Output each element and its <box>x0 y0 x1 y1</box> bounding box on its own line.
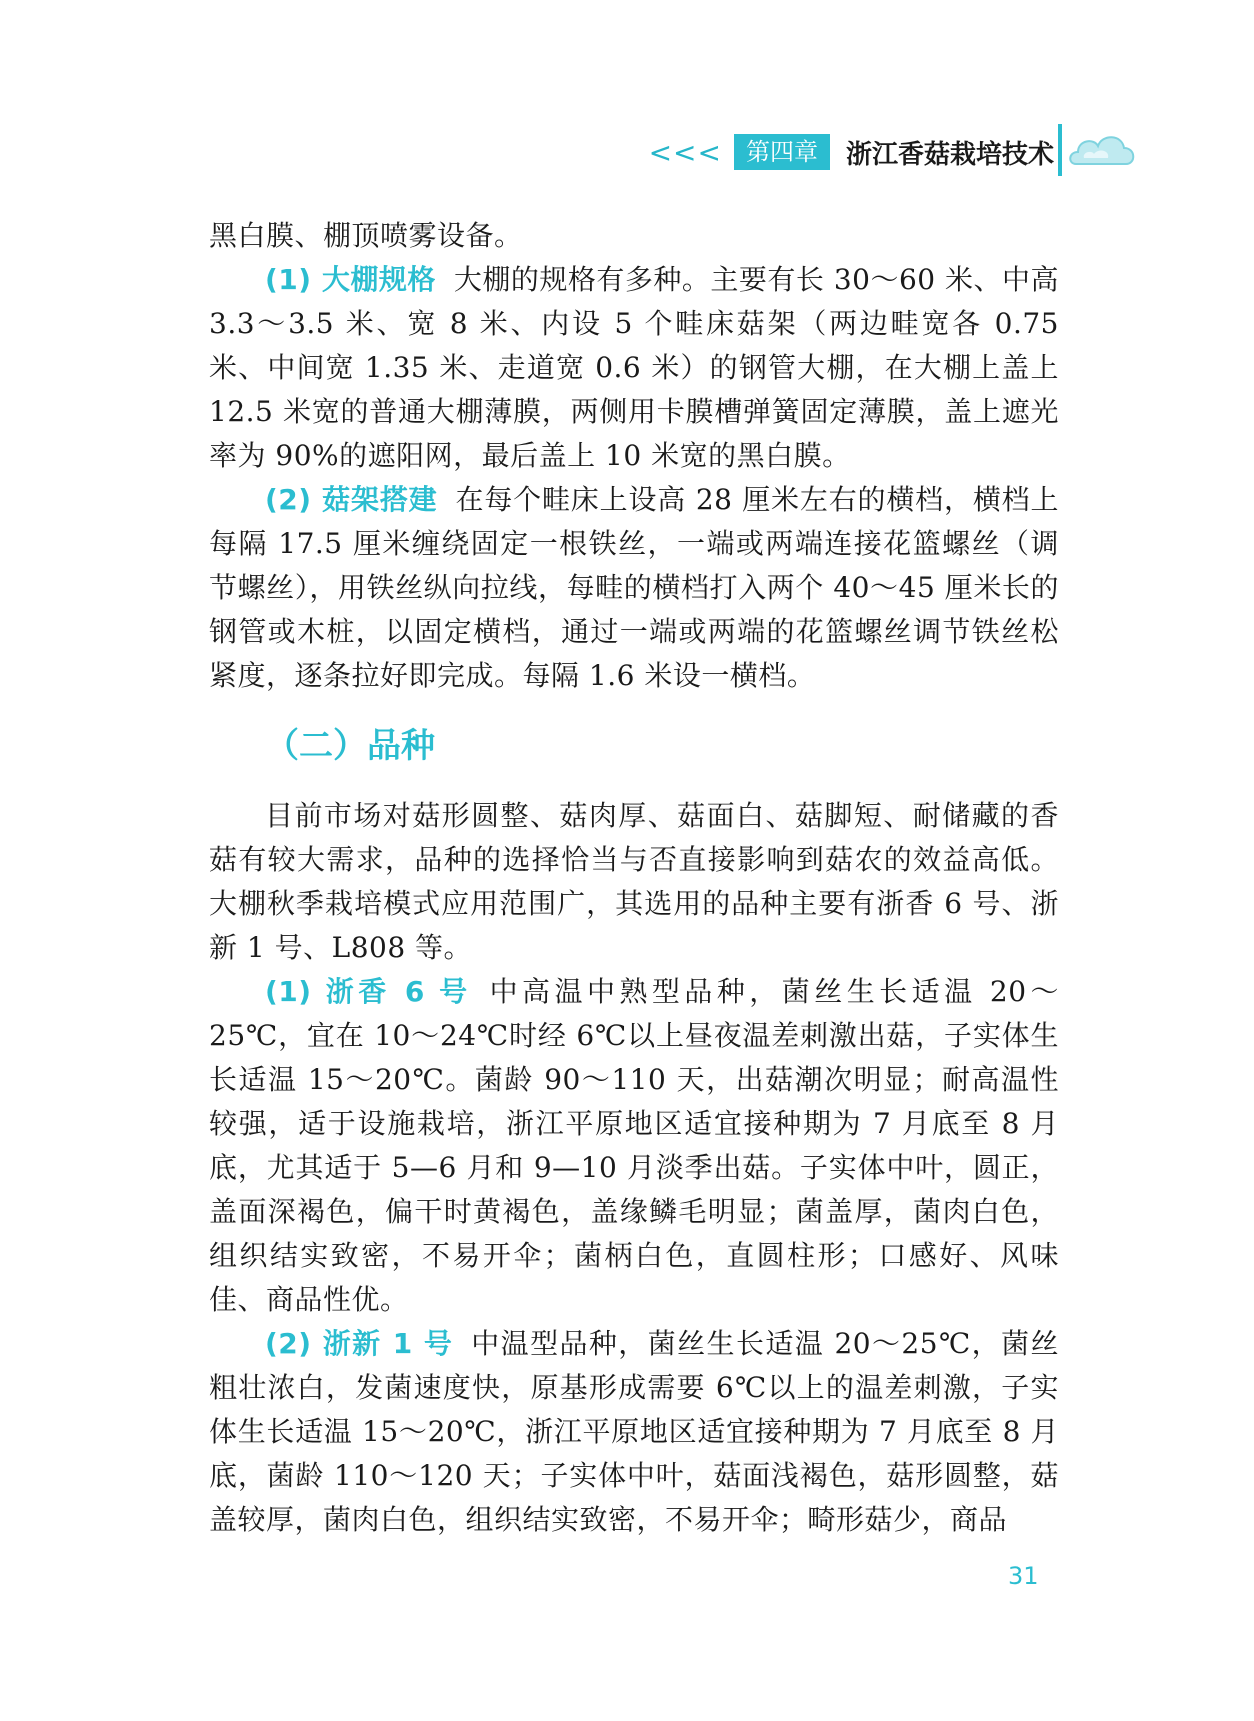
term-zhexiang-6: (1) 浙香 6 号 <box>265 975 472 1008</box>
page-body <box>209 214 1059 1542</box>
term-zhexin-1: (2) 浙新 1 号 <box>265 1327 454 1360</box>
paragraph-continuation: 黑白膜、棚顶喷雾设备。 <box>209 219 523 252</box>
cloud-icon <box>1066 124 1138 176</box>
paragraph-greenhouse-spec <box>209 258 1059 478</box>
chapter-label: 第四章 <box>734 134 830 170</box>
paragraph-text: 中温型品种，菌丝生长适温 20～25℃，菌丝粗壮浓白，发菌速度快，原基形成需要 6℃以上的温差刺激，子实体生长适温 15～20℃，浙江平原地区适宜接种期为 7 月底至 8 月底，菌龄 110～120 天；子实体中叶，菇面浅褐色，菇形圆整，菇盖较厚，菌肉白色，组织结实致密，不易开伞；畸形菇少，商品 <box>209 1327 1060 1536</box>
header-chevrons: <<< <box>648 135 722 169</box>
paragraph-zhexin-1 <box>209 1322 1059 1542</box>
header-divider <box>1058 124 1062 176</box>
paragraph-varieties-intro: 目前市场对菇形圆整、菇肉厚、菇面白、菇脚短、耐储藏的香菇有较大需求，品种的选择恰当与否直接影响到菇农的效益高低。大棚秋季栽培模式应用范围广，其选用的品种主要有浙香 6 号、浙新 1 号、L808 等。 <box>209 799 1059 964</box>
paragraph-text: 中高温中熟型品种，菌丝生长适温 20～25℃，宜在 10～24℃时经 6℃以上昼夜温差刺激出菇，子实体生长适温 15～20℃。菌龄 90～110 天，出菇潮次明显；耐高温性较强，适于设施栽培，浙江平原地区适宜接种期为 7 月底至 8 月底，尤其适于 5—6 月和 9—10 月淡季出菇。子实体中叶，圆正，盖面深褐色，偏干时黄褐色，盖缘鳞毛明显；菌盖厚，菌肉白色，组织结实致密，不易开伞；菌柄白色，直圆柱形；口感好、风味佳、商品性优。 <box>209 975 1060 1316</box>
chapter-title: 浙江香菇栽培技术 <box>845 139 1054 170</box>
paragraph-zhexiang-6 <box>209 970 1059 1322</box>
running-header <box>649 128 1054 176</box>
paragraph-rack-construction <box>209 478 1059 698</box>
paragraph-text: 在每个畦床上设高 28 厘米左右的横档，横档上每隔 17.5 厘米缠绕固定一根铁丝，一端或两端连接花篮螺丝（调节螺丝），用铁丝纵向拉线，每畦的横档打入两个 40～45 厘米长的钢管或木桩，以固定横档，通过一端或两端的花篮螺丝调节铁丝松紧度，逐条拉好即完成。每隔 1.6 米设一横档。 <box>209 483 1060 692</box>
section-heading: （二）品种 <box>265 726 435 766</box>
term-rack-construction: (2) 菇架搭建 <box>265 483 438 516</box>
page-number: 31 <box>1008 1562 1039 1590</box>
paragraph-text: 大棚的规格有多种。主要有长 30～60 米、中高 3.3～3.5 米、宽 8 米、内设 5 个畦床菇架（两边畦宽各 0.75 米、中间宽 1.35 米、走道宽 0.6 米）的钢管大棚，在大棚上盖上 12.5 米宽的普通大棚薄膜，两侧用卡膜槽弹簧固定薄膜，盖上遮光率为 90%的遮阳网，最后盖上 10 米宽的黑白膜。 <box>209 263 1060 472</box>
term-greenhouse-spec: (1) 大棚规格 <box>265 263 436 296</box>
